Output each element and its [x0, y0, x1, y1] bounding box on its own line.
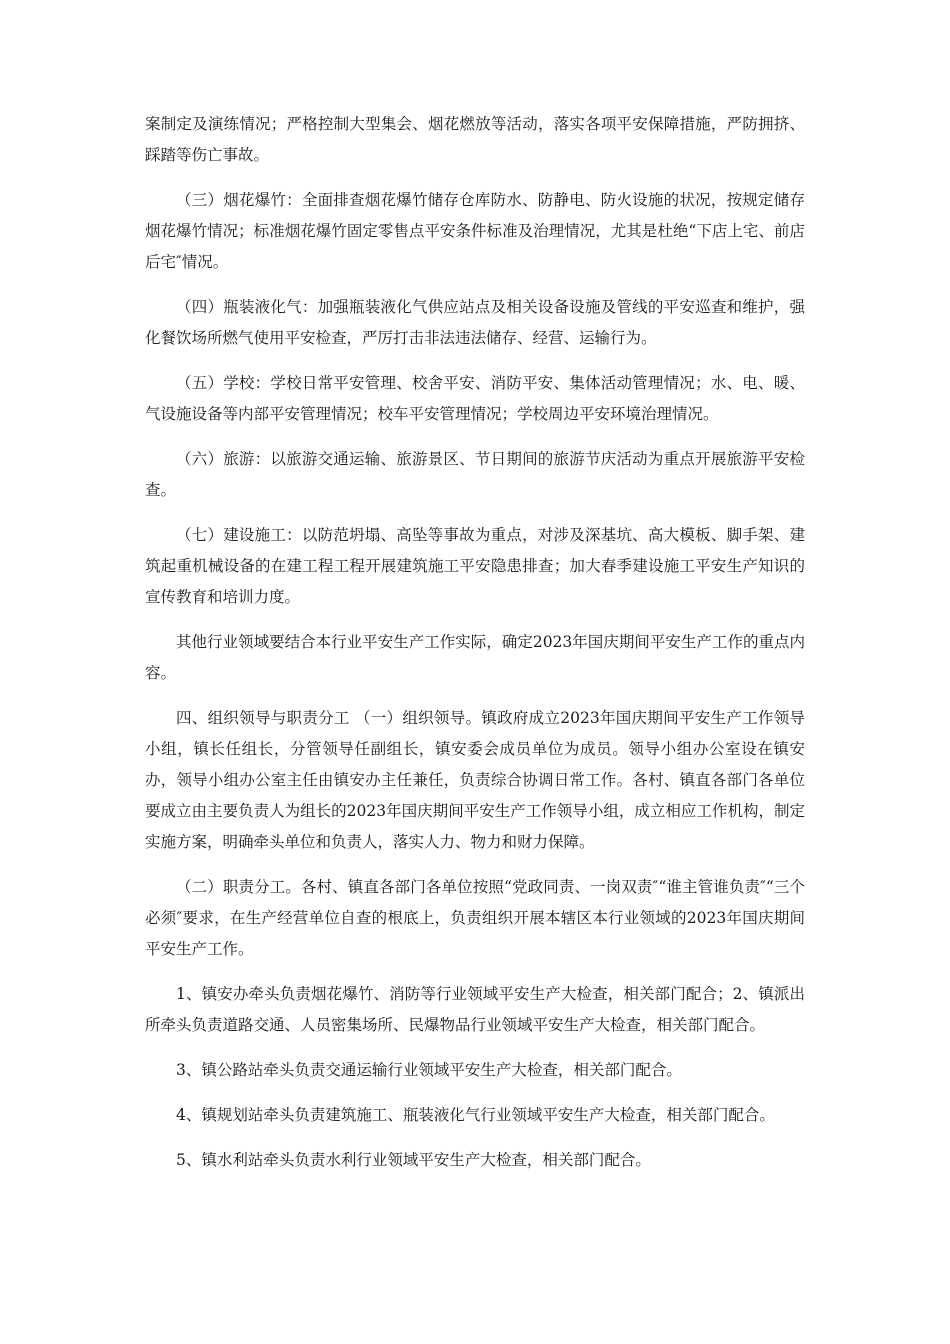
paragraph-continuation: 案制定及演练情况；严格控制大型集会、烟花燃放等活动，落实各项平安保障措施，严防拥挤、踩踏等伤亡事故。: [145, 115, 805, 164]
paragraph-schools: （五）学校：学校日常平安管理、校舍平安、消防平安、集体活动管理情况；水、电、暖、气设施设备等内部平安管理情况；校车平安管理情况；学校周边平安环境治理情况。: [145, 374, 805, 423]
paragraph-construction: （七）建设施工：以防范坍塌、高坠等事故为重点，对涉及深基坑、高大模板、脚手架、建筑起重机械设备的在建工程工程开展建筑施工平安隐患排查；加大春季建设施工平安生产知识的宣传教育和培训力度。: [145, 526, 805, 606]
paragraph-fireworks: （三）烟花爆竹：全面排查烟花爆竹储存仓库防水、防静电、防火设施的状况，按规定储存烟花爆竹情况；标准烟花爆竹固定零售点平安条件标准及治理情况，尤其是杜绝“下店上宅、前店后宅″情况。: [145, 191, 805, 271]
list-item-1-2: 1、镇安办牵头负责烟花爆竹、消防等行业领域平安生产大检查，相关部门配合；2、镇派出所牵头负责道路交通、人员密集场所、民爆物品行业领域平安生产大检查，相关部门配合。: [145, 985, 805, 1034]
list-item-4: 4、镇规划站牵头负责建筑施工、瓶装液化气行业领域平安生产大检查，相关部门配合。: [176, 1106, 775, 1124]
paragraph-tourism: （六）旅游：以旅游交通运输、旅游景区、节日期间的旅游节庆活动为重点开展旅游平安检查。: [145, 450, 805, 499]
document-body: [145, 109, 805, 1190]
list-item-3: 3、镇公路站牵头负责交通运输行业领域平安生产大检查，相关部门配合。: [176, 1061, 682, 1079]
paragraph-lpg: （四）瓶装液化气：加强瓶装液化气供应站点及相关设备设施及管线的平安巡查和维护，强化餐饮场所燃气使用平安检查，严厉打击非法违法储存、经营、运输行为。: [145, 298, 805, 347]
paragraph-responsibilities: （二）职责分工。各村、镇直各部门各单位按照“党政同责、一岗双责″“谁主管谁负责″“三个必须″要求，在生产经营单位自查的根底上，负责组织开展本辖区本行业领域的2023年国庆期间平安生产工作。: [145, 878, 805, 958]
paragraph-other-industries: 其他行业领域要结合本行业平安生产工作实际，确定2023年国庆期间平安生产工作的重点内容。: [145, 633, 805, 682]
paragraph-organization: 四、组织领导与职责分工 （一）组织领导。镇政府成立2023年国庆期间平安生产工作领导小组，镇长任组长，分管领导任副组长，镇安委会成员单位为成员。领导小组办公室设在镇安办，领导小组办公室主任由镇安办主任兼任，负责综合协调日常工作。各村、镇直各部门各单位要成立由主要负责人为组长的2023年国庆期间平安生产工作领导小组，成立相应工作机构，制定实施方案，明确牵头单位和负责人，落实人力、物力和财力保障。: [145, 709, 805, 851]
list-item-5: 5、镇水利站牵头负责水利行业领域平安生产大检查，相关部门配合。: [176, 1151, 651, 1169]
